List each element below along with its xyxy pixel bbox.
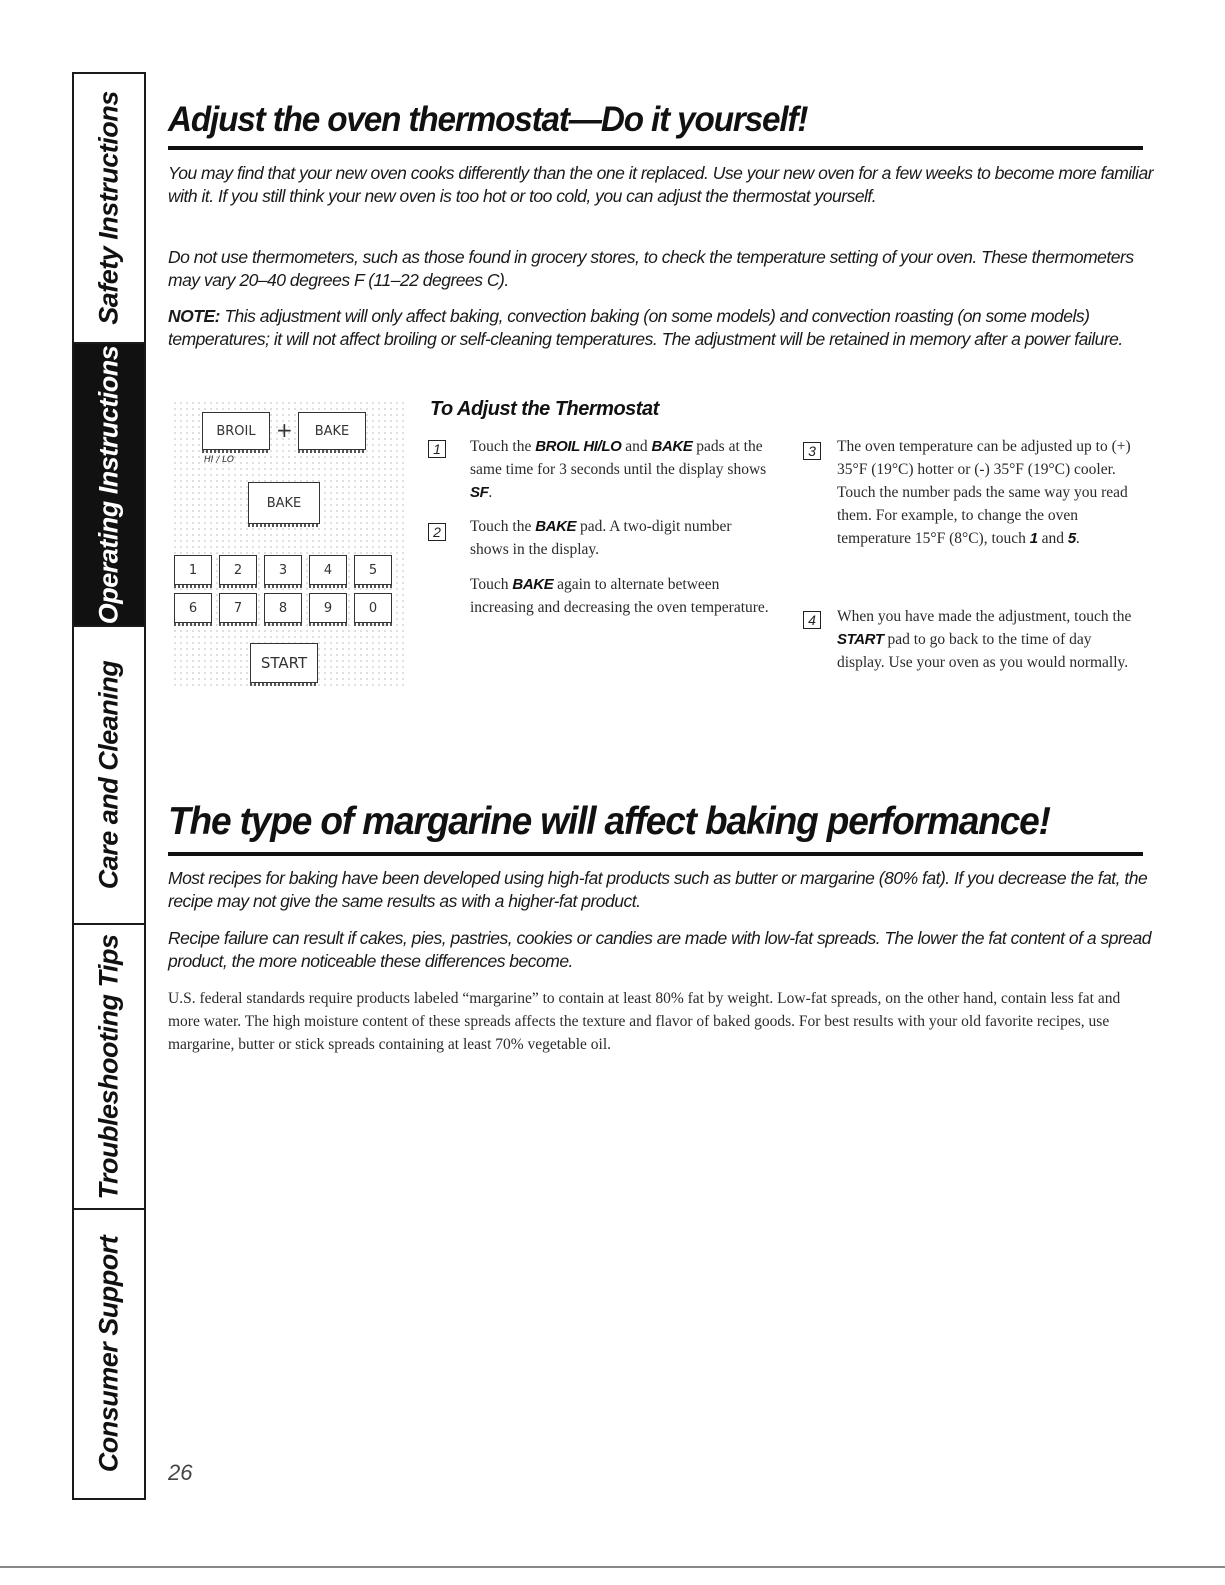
step-number: 4 <box>803 611 821 629</box>
page-number: 26 <box>168 1460 193 1485</box>
tab-operating-instructions <box>74 344 144 627</box>
note-label: NOTE: <box>168 306 220 326</box>
tab-label: Consumer Support <box>93 1235 124 1473</box>
bake-pad: BAKE <box>248 482 320 524</box>
tab-consumer-support <box>74 1210 144 1498</box>
step-1-text: Touch the BROIL HI/LO and BAKE pads at the same time for 3 seconds until the display shows SF. <box>470 438 767 501</box>
digit-pad: 2 <box>219 555 257 585</box>
title-rule <box>168 852 1143 856</box>
digit-pad: 7 <box>219 593 257 623</box>
step-2-text: Touch the BAKE pad. A two-digit number shows in the display. <box>470 518 732 558</box>
step-number: 1 <box>428 440 446 458</box>
digit-pad: 8 <box>264 593 302 623</box>
tab-label: Operating Instructions <box>93 345 124 624</box>
tab-label: Care and Cleaning <box>93 660 124 890</box>
digit-pad: 9 <box>309 593 347 623</box>
digit-pad: 1 <box>174 555 212 585</box>
tab-care-and-cleaning <box>74 627 144 925</box>
tab-safety-instructions <box>74 74 144 344</box>
step-4-text: When you have made the adjustment, touch the START pad to go back to the time of day display. Use your oven as you would normally. <box>837 608 1132 671</box>
digit-pad: 5 <box>354 555 392 585</box>
tab-label: Safety Instructions <box>93 91 124 325</box>
intro-paragraph: You may find that your new oven cooks differently than the one it replaced. Use your new oven for a few weeks to become more familiar with it. If you still think your new oven is too hot or too cold, you can adjust the thermostat yourself. <box>168 163 1154 206</box>
broil-pad: BROIL <box>202 412 270 450</box>
control-panel-illustration <box>172 400 404 690</box>
scan-edge-line <box>0 1566 1225 1568</box>
hi-lo-label: HI / LO <box>204 455 234 465</box>
digit-pad: 0 <box>354 593 392 623</box>
margarine-paragraph-2: Recipe failure can result if cakes, pies, pastries, cookies or candies are made with low-fat spreads. The lower the fat content of a spread product, the more noticeable these differences become. <box>168 928 1151 971</box>
section-title-margarine: The type of margarine will affect baking performance! <box>168 800 1050 843</box>
start-pad: START <box>250 643 318 683</box>
tab-troubleshooting-tips <box>74 925 144 1210</box>
margarine-paragraph-3: U.S. federal standards require products labeled “margarine” to contain at least 80% fat by weight. Low-fat spreads, on the other hand, contain less fat and more water. The high moisture content of these spreads affects the texture and flavor of baked goods. For best results with your old favorite recipes, use margarine, butter or stick spreads containing at least 70% vegetable oil. <box>168 990 1121 1053</box>
step-3-text: The oven temperature can be adjusted up to (+) 35°F (19°C) hotter or (-) 35°F (19°C) cooler. Touch the number pads the same way you read them. For example, to change the oven temperature 15°F (8°C), touch 1 and 5. <box>837 438 1131 547</box>
bake-pad-top: BAKE <box>298 412 366 450</box>
title-rule <box>168 146 1143 150</box>
digit-pad: 3 <box>264 555 302 585</box>
section-tab-strip <box>72 72 146 1500</box>
step-number: 2 <box>428 523 446 541</box>
tab-label: Troubleshooting Tips <box>93 934 124 1199</box>
digit-pad: 4 <box>309 555 347 585</box>
plus-sign: + <box>276 418 293 442</box>
section-title-thermostat: Adjust the oven thermostat—Do it yourself! <box>168 100 808 139</box>
steps-heading: To Adjust the Thermostat <box>430 398 659 420</box>
note-paragraph <box>168 305 1158 351</box>
note-text: This adjustment will only affect baking, convection baking (on some models) and convection roasting (on some models) temperatures; it will not affect broiling or self-cleaning temperatures. The adjustment will be retained in memory after a power failure. <box>168 306 1123 349</box>
thermometer-warning: Do not use thermometers, such as those found in grocery stores, to check the temperature setting of your oven. These thermometers may vary 20–40 degrees F (11–22 degrees C). <box>168 247 1134 290</box>
digit-pad: 6 <box>174 593 212 623</box>
step-number: 3 <box>803 442 821 460</box>
step-2-extra-text: Touch BAKE again to alternate between increasing and decreasing the oven temperature. <box>470 576 769 616</box>
margarine-paragraph-1: Most recipes for baking have been developed using high-fat products such as butter or margarine (80% fat). If you decrease the fat, the recipe may not give the same results as with a higher-fat product. <box>168 868 1148 911</box>
